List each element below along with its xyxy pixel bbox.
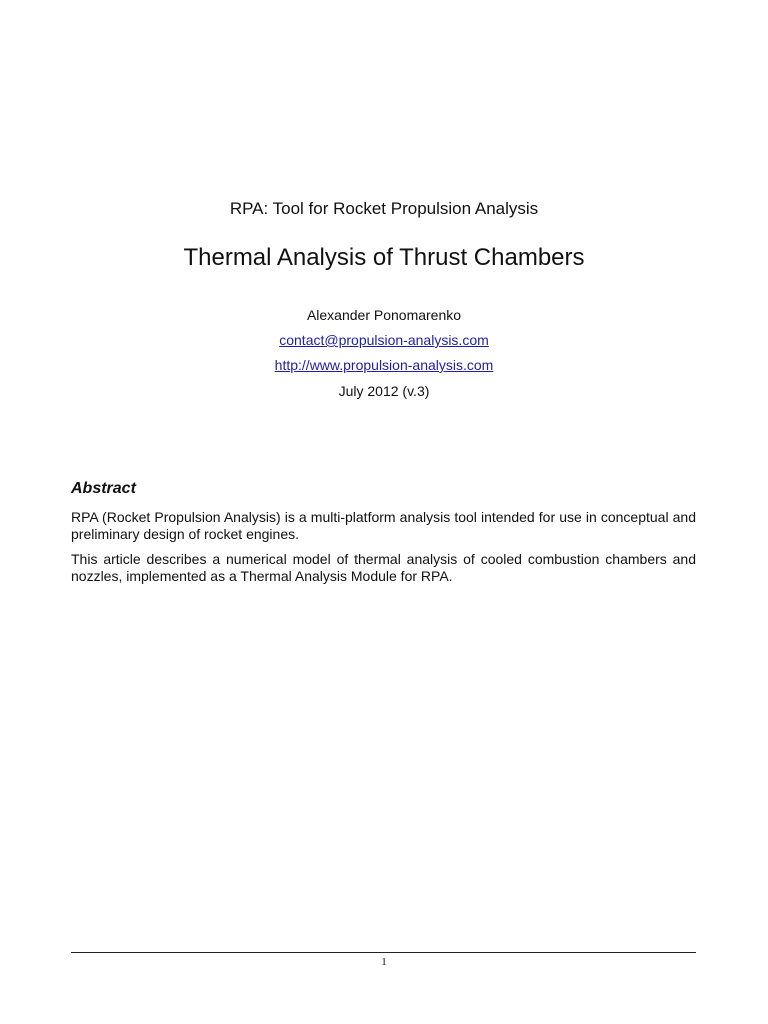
author-website-link[interactable]: http://www.propulsion-analysis.com [274, 357, 494, 373]
abstract-paragraph-1: RPA (Rocket Propulsion Analysis) is a multi-platform analysis tool intended for use in conceptual and preliminary design of rocket engines. [71, 509, 696, 542]
abstract-paragraph-2: This article describes a numerical model of thermal analysis of cooled combustion chambers and nozzles, implemented as a Thermal Analysis Module for RPA. [71, 551, 696, 584]
abstract-heading: Abstract [71, 480, 136, 497]
author-email-link[interactable]: contact@propulsion-analysis.com [279, 332, 489, 348]
author-email-line [0, 332, 768, 348]
document-title: Thermal Analysis of Thrust Chambers [183, 244, 585, 271]
publication-date: July 2012 (v.3) [338, 383, 430, 399]
page-number: 1 [381, 956, 387, 968]
footer-divider [71, 952, 696, 953]
series-title: RPA: Tool for Rocket Propulsion Analysis [229, 199, 539, 218]
author-website-line [0, 357, 768, 373]
author-name: Alexander Ponomarenko [306, 307, 462, 323]
